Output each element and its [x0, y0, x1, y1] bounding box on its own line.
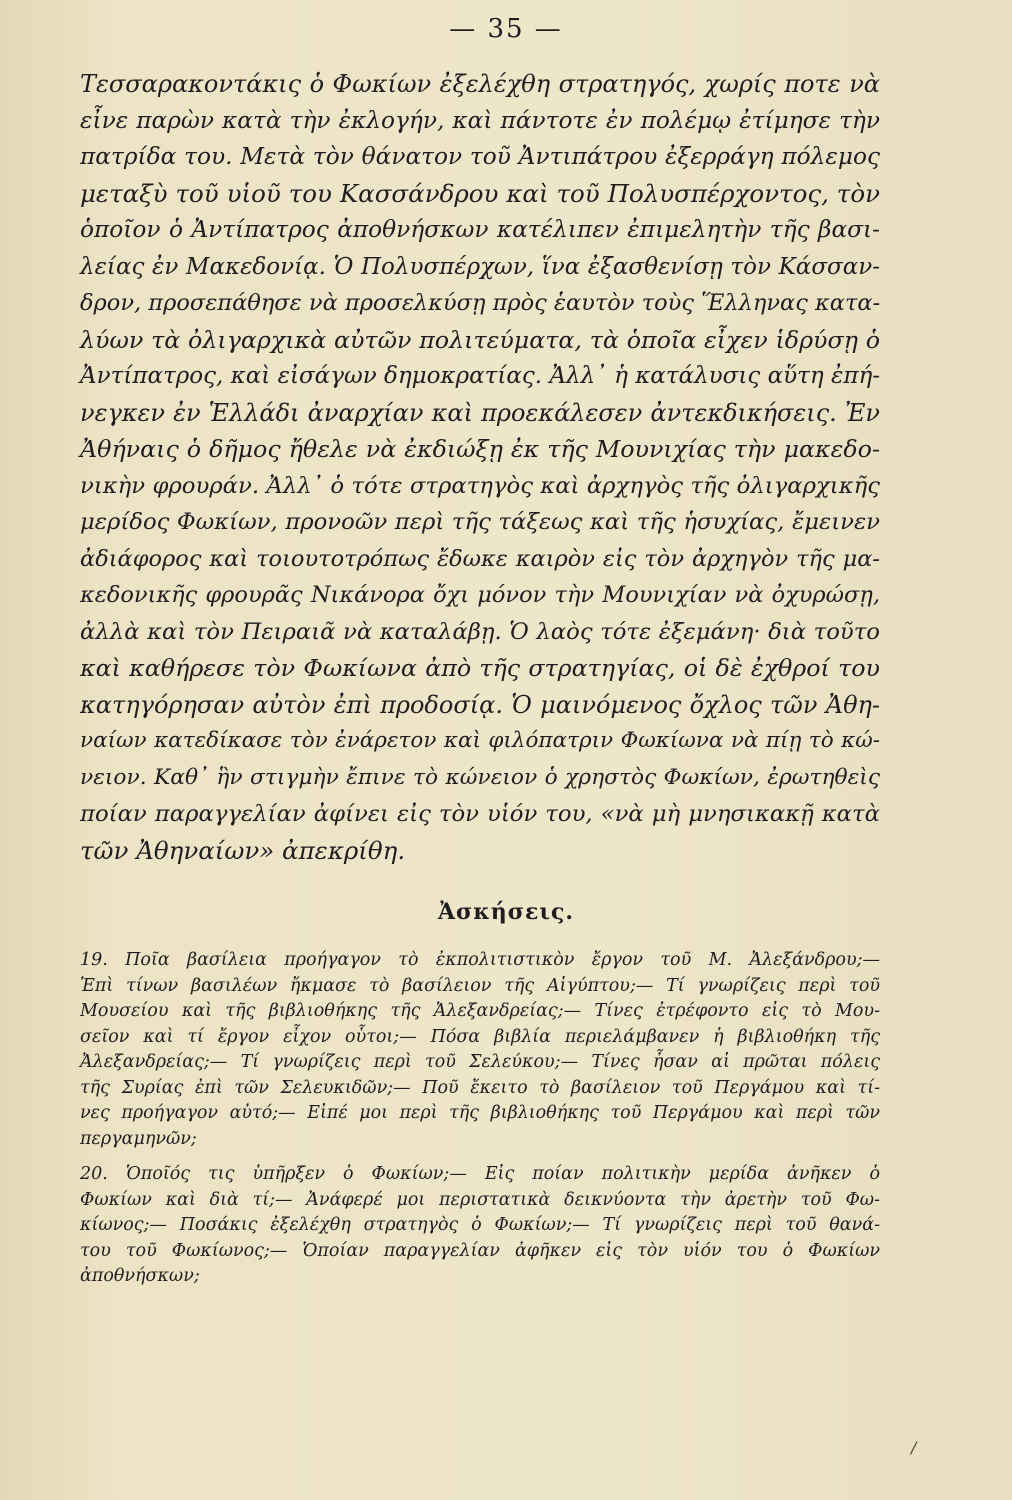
exercise-19-line: Ἐπὶ τίνων βασιλέων ἤκμασε τὸ βασίλειον τῆς Αἰγύπτου;— Τί γνωρίζεις περὶ τοῦ — [80, 975, 880, 996]
text-line: μερίδος Φωκίων, προνοῶν περὶ τῆς τάξεως καὶ τῆς ἡσυχίας, ἔμεινεν — [80, 509, 880, 535]
exercise-spacer — [80, 1152, 880, 1162]
text-line: νεγκεν ἐν Ἑλλάδι ἀναρχίαν καὶ προεκάλεσεν ἀντεκδικήσεις. Ἐν — [80, 398, 880, 427]
corner-mark: / — [911, 1438, 917, 1457]
text-line: δρον, προσεπάθησε νὰ προσελκύσῃ πρὸς ἑαυτὸν τοὺς Ἕλληνας κατα- — [80, 290, 881, 316]
text-line: λύων τὰ ὀλιγαρχικὰ αὐτῶν πολιτεύματα, τὰ ὁποῖα εἶχεν ἱδρύσῃ ὁ — [80, 325, 880, 354]
text-line: ἀδιάφορος καὶ τοιουτοτρόπως ἔδωκε καιρὸν εἰς τὸν ἀρχηγὸν τῆς μα- — [80, 545, 880, 572]
exercise-19-line: Ἀλεξανδρείας;— Τί γνωρίζεις περὶ τοῦ Σελεύκου;— Τίνες ἦσαν αἱ πρῶται πόλεις — [80, 1052, 880, 1072]
text-line: Ἀντίπατρος, καὶ εἰσάγων δημοκρατίας. Ἀλλ᾿ ἡ κατάλυσις αὕτη ἐπή- — [80, 363, 880, 389]
text-line: κεδονικῆς φρουρᾶς Νικάνορα ὄχι μόνον τὴν Μουνιχίαν νὰ ὀχυρώσῃ, — [80, 582, 880, 608]
exercise-20-line: κίωνος;— Ποσάκις ἐξελέχθη στρατηγὸς ὁ Φωκίων;— Τί γνωρίζεις περὶ τοῦ θανά- — [80, 1215, 880, 1235]
text-line: ποίαν παραγγελίαν ἀφίνει εἰς τὸν υἱόν του, «νὰ μὴ μνησικακῇ κατὰ — [80, 801, 880, 827]
exercise-19-line: περγαμηνῶν; — [80, 1128, 197, 1149]
exercise-19-line: Μουσείου καὶ τῆς βιβλιοθήκης τῆς Ἀλεξανδρείας;— Τίνες ἐτρέφοντο εἰς τὸ Μου- — [80, 1001, 880, 1021]
exercise-19-line: 19. Ποῖα βασίλεια προήγαγον τὸ ἐκπολιτιστικὸν ἔργον τοῦ Μ. Ἀλεξάνδρου;— — [80, 950, 880, 970]
body-text — [80, 66, 880, 869]
text-line: νικὴν φρουράν. Ἀλλ᾿ ὁ τότε στρατηγὸς καὶ ἀρχηγὸς τῆς ὀλιγαρχικῆς — [80, 472, 880, 499]
text-line: λείας ἐν Μακεδονίᾳ. Ὁ Πολυσπέρχων, ἵνα ἐξασθενίσῃ τὸν Κάσσαν- — [80, 253, 880, 280]
text-line: ὁποῖον ὁ Ἀντίπατρος ἀποθνήσκων κατέλιπεν ἐπιμελητὴν τῆς βασι- — [80, 216, 880, 243]
exercise-20-line: Φωκίων καὶ διὰ τί;— Ἀνάφερέ μοι περιστατικὰ δεικνύοντα τὴν ἀρετὴν τοῦ Φω- — [80, 1189, 880, 1210]
exercises-block — [80, 948, 880, 1290]
text-line: κατηγόρησαν αὐτὸν ἐπὶ προδοσίᾳ. Ὁ μαινόμενος ὄχλος τῶν Ἀθη- — [80, 690, 880, 719]
exercises-heading: Ἀσκήσεις. — [437, 899, 575, 925]
exercise-19-line: σεῖον καὶ τί ἔργον εἶχον οὗτοι;— Πόσα βιβλία περιελάμβανεν ἡ βιβλιοθήκη τῆς — [80, 1026, 880, 1047]
exercise-19-line: τῆς Συρίας ἐπὶ τῶν Σελευκιδῶν;— Ποῦ ἔκειτο τὸ βασίλειον τοῦ Περγάμου καὶ τί- — [80, 1077, 880, 1098]
text-line: ναίων κατεδίκασε τὸν ἐνάρετον καὶ φιλόπατριν Φωκίωνα νὰ πίῃ τὸ κώ- — [80, 728, 880, 753]
exercise-19-line: νες προήγαγον αὐτό;— Εἰπέ μοι περὶ τῆς βιβλιοθήκης τοῦ Περγάμου καὶ περὶ τῶν — [80, 1103, 880, 1123]
text-line: εἶνε παρὼν κατὰ τὴν ἐκλογήν, καὶ πάντοτε ἐν πολέμῳ ἐτίμησε τὴν — [80, 106, 880, 134]
exercise-20-line: του τοῦ Φωκίωνος;— Ὁποίαν παραγγελίαν ἀφῆκεν εἰς τὸν υἱόν του ὁ Φωκίων — [80, 1240, 880, 1261]
text-line: πατρίδα του. Μετὰ τὸν θάνατον τοῦ Ἀντιπάτρου ἐξερράγη πόλεμος — [80, 143, 880, 170]
exercise-20-line: ἀποθνήσκων; — [80, 1266, 200, 1286]
text-line: νειον. Καθ᾿ ἣν στιγμὴν ἔπινε τὸ κώνειον ὁ χρηστὸς Φωκίων, ἐρωτηθεὶς — [80, 764, 880, 790]
text-line: ἀλλὰ καὶ τὸν Πειραιᾶ νὰ καταλάβῃ. Ὁ λαὸς τότε ἐξεμάνη· διὰ τοῦτο — [80, 618, 880, 645]
text-line: Τεσσαρακοντάκις ὁ Φωκίων ἐξελέχθη στρατηγός, χωρίς ποτε νὰ — [80, 70, 880, 98]
text-line: τῶν Ἀθηναίων» ἀπεκρίθη. — [80, 835, 406, 865]
page-number: — 35 — — [449, 14, 563, 44]
text-line: Ἀθήναις ὁ δῆμος ἤθελε νὰ ἐκδιώξῃ ἐκ τῆς Μουνιχίας τὴν μακεδο- — [80, 435, 880, 463]
text-line: καὶ καθήρεσε τὸν Φωκίωνα ἀπὸ τῆς στρατηγίας, οἱ δὲ ἐχθροί του — [80, 654, 880, 682]
text-line: μεταξὺ τοῦ υἱοῦ του Κασσάνδρου καὶ τοῦ Πολυσπέρχοντος, τὸν — [80, 178, 880, 208]
exercise-20-line: 20. Ὁποῖός τις ὑπῆρξεν ὁ Φωκίων;— Εἰς ποίαν πολιτικὴν μερίδα ἀνῆκεν ὁ — [80, 1164, 880, 1184]
